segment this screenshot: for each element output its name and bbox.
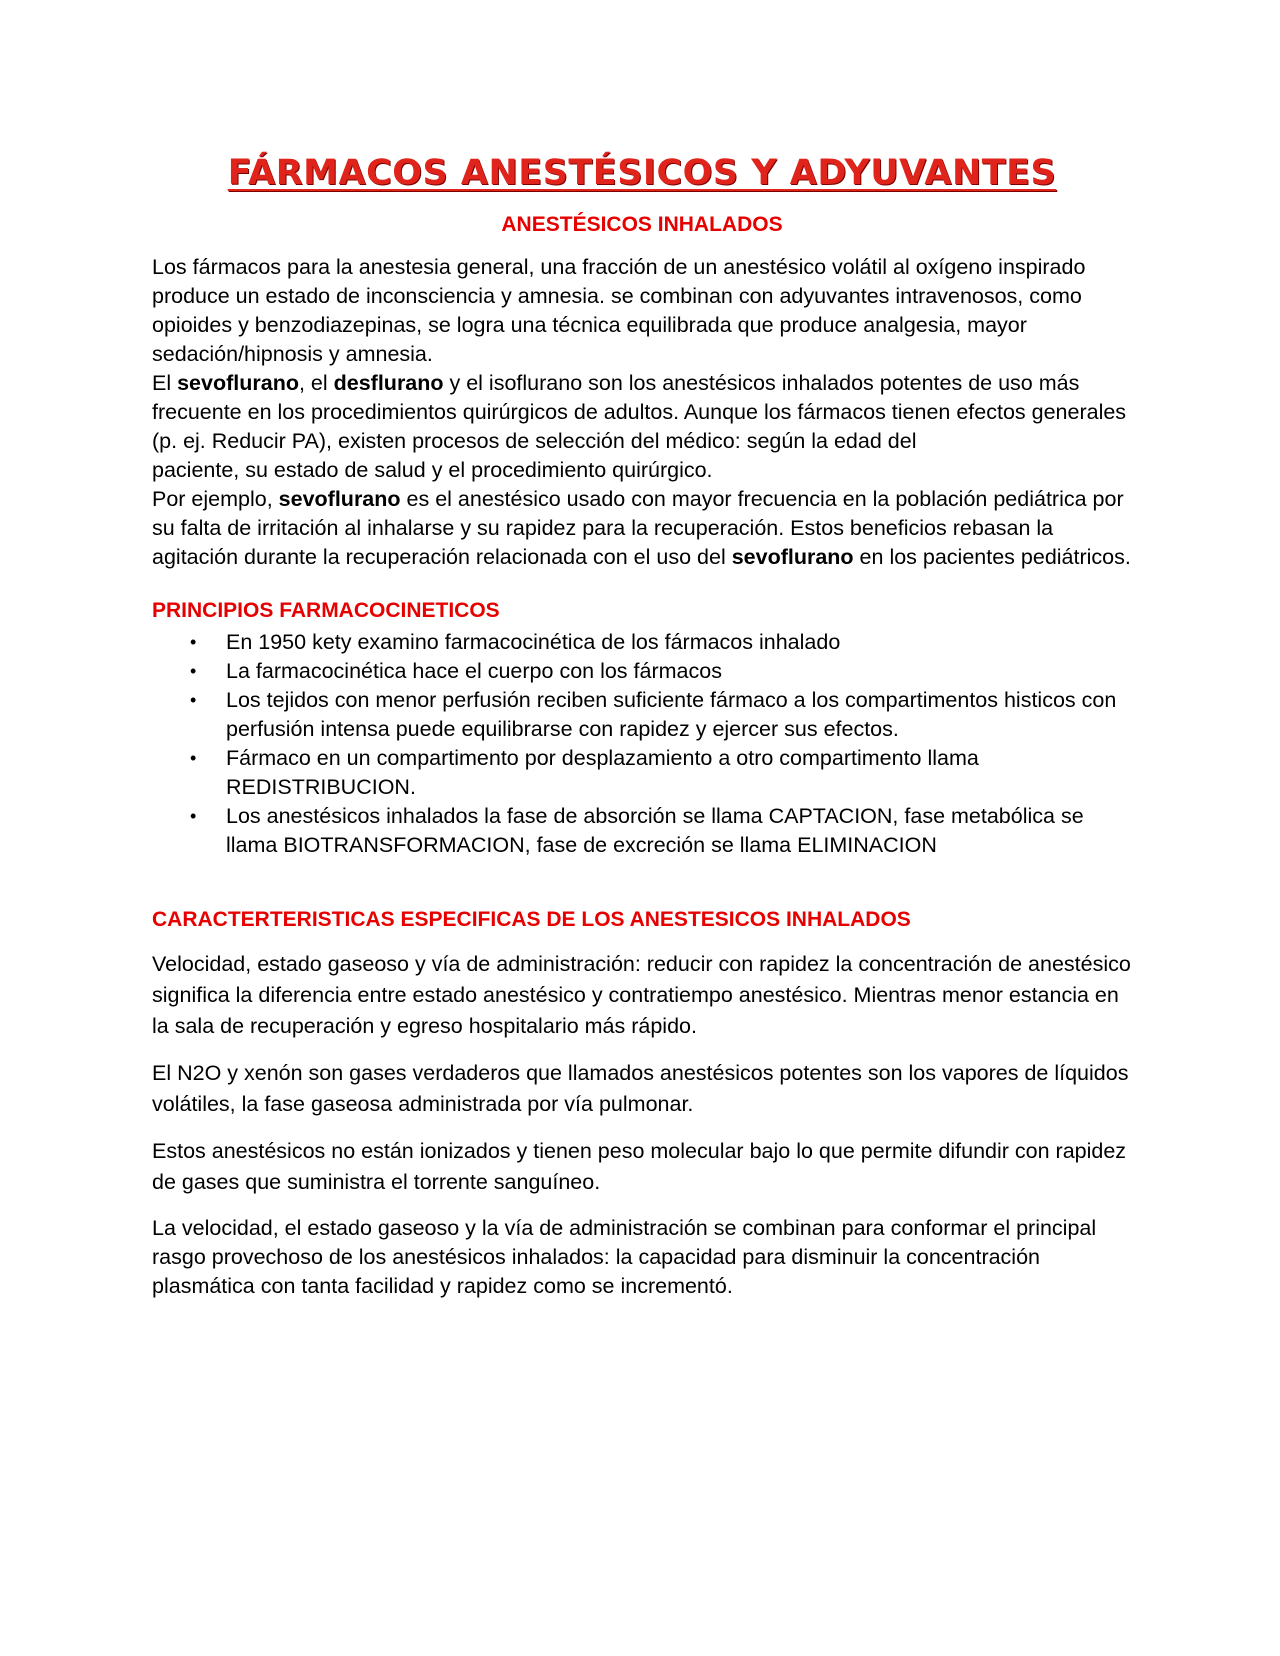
list-item [152, 802, 1132, 860]
caracteristicas-paragraph-1: Velocidad, estado gaseoso y vía de administración: reducir con rapidez la concentración de anestésico significa la diferencia entre estado anestésico y contratiempo anestésico. Mientras menor estancia en la sala de recuperación y egreso hospitalario más rápido. [152, 952, 1131, 1038]
principios-heading: PRINCIPIOS FARMACOCINETICOS [152, 599, 500, 622]
bullet-icon: • [190, 748, 197, 768]
bold-term: sevoflurano [177, 371, 299, 395]
bold-term: sevoflurano [731, 545, 854, 569]
caracteristicas-section [152, 949, 1132, 1301]
intro-paragraph-3: paciente, su estado de salud y el procedimiento quirúrgico. [152, 458, 713, 482]
bullet-icon: • [190, 806, 197, 826]
list-item-text: Los tejidos con menor perfusión reciben suficiente fármaco a los compartimentos histicos con perfusión intensa puede equilibrarse con rapidez y ejercer sus efectos. [226, 688, 1117, 741]
document-title: FÁRMACOS ANESTÉSICOS Y ADYUVANTES [227, 153, 1057, 193]
list-item-text: Los anestésicos inhalados la fase de absorción se llama CAPTACION, fase metabólica se llama BIOTRANSFORMACION, fase de excreción se llama ELIMINACION [226, 804, 1084, 857]
text-run: es el anestésico usado con mayor frecuencia en la población pediátrica por su falta de irritación al inhalarse y su rapidez para la recuperación. Estos beneficios rebasan la agitación durante la recuperación relacionada con el uso del [152, 487, 1124, 569]
text-run: en los pacientes pediátricos. [853, 545, 1131, 569]
text-run: , el [298, 371, 334, 395]
list-item-text: En 1950 kety examino farmacocinética de los fármacos inhalado [226, 630, 841, 654]
intro-paragraph-4 [152, 485, 1132, 572]
bullet-icon: • [190, 690, 197, 710]
list-item-text: Fármaco en un compartimento por desplazamiento a otro compartimento llama REDISTRIBUCION. [226, 746, 979, 799]
list-item [152, 657, 1132, 686]
caracteristicas-heading: CARACTERTERISTICAS ESPECIFICAS DE LOS ANESTESICOS INHALADOS [152, 908, 911, 931]
list-item [152, 744, 1132, 802]
caracteristicas-paragraph-4: La velocidad, el estado gaseoso y la vía de administración se combinan para conformar el principal rasgo provechoso de los anestésicos inhalados: la capacidad para disminuir la concentración plasmática con tanta facilidad y rapidez como se incrementó. [152, 1216, 1097, 1298]
intro-section [152, 253, 1132, 572]
bullet-icon: • [190, 661, 197, 681]
intro-paragraph-1: Los fármacos para la anestesia general, una fracción de un anestésico volátil al oxígeno inspirado produce un estado de inconsciencia y amnesia. se combinan con adyuvantes intravenosos, como opioides y benzodiazepinas, se logra una técnica equilibrada que produce analgesia, mayor sedación/hipnosis y amnesia. [152, 255, 1086, 366]
bold-term: sevoflurano [278, 487, 401, 511]
bold-term: desflurano [333, 371, 444, 395]
document-page [152, 150, 1132, 1317]
list-item-text: La farmacocinética hace el cuerpo con los fármacos [226, 659, 722, 683]
caracteristicas-paragraph-3: Estos anestésicos no están ionizados y tienen peso molecular bajo lo que permite difundir con rapidez de gases que suministra el torrente sanguíneo. [152, 1139, 1127, 1194]
caracteristicas-paragraph-2: El N2O y xenón son gases verdaderos que llamados anestésicos potentes son los vapores de líquidos volátiles, la fase gaseosa administrada por vía pulmonar. [152, 1061, 1129, 1116]
text-run: y el isoflurano son los anestésicos inhalados potentes de uso más frecuente en los procedimientos quirúrgicos de adultos. Aunque los fármacos tienen efectos generales (p. ej. Reducir PA), existen procesos de selección del médico: según la edad del [152, 371, 1127, 453]
text-run: El [152, 371, 178, 395]
intro-paragraph-2 [152, 369, 1132, 456]
list-item [152, 686, 1132, 744]
list-item [152, 628, 1132, 657]
bullet-icon: • [190, 632, 197, 652]
section-subtitle: ANESTÉSICOS INHALADOS [501, 213, 783, 236]
principios-list [152, 628, 1132, 860]
text-run: Por ejemplo, [152, 487, 279, 511]
